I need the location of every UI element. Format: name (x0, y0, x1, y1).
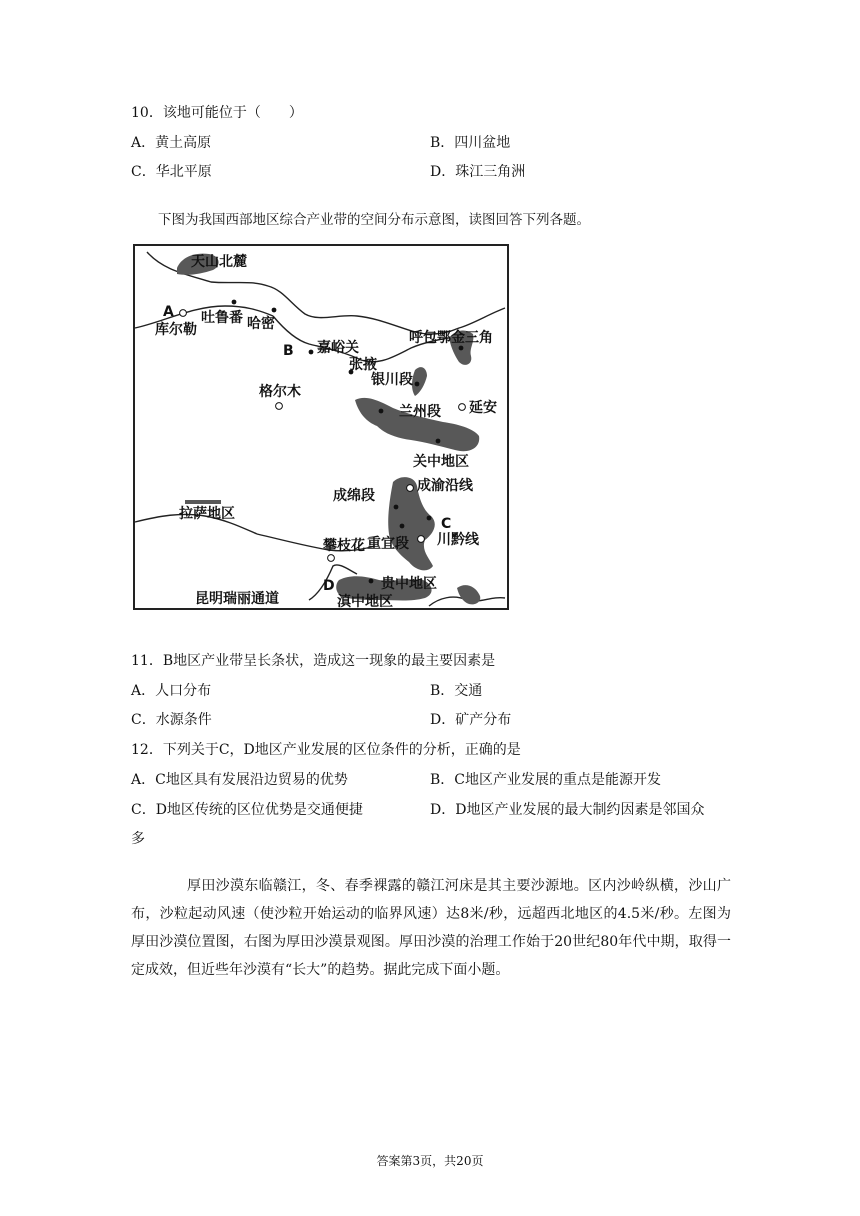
q12-option-a: A．C地区具有发展沿边贸易的优势 (131, 772, 348, 788)
q11-stem: 11．B地区产业带呈长条状，造成这一现象的最主要因素是 (131, 653, 496, 669)
map-label-b: B (283, 343, 294, 359)
q10-option-b: B．四川盆地 (430, 135, 511, 151)
q11-option-b: B．交通 (430, 683, 483, 699)
map-label-guanzhong: 关中地区 (413, 454, 469, 470)
map-label-chuanqian: 川黔线 (437, 532, 479, 548)
map-label-c: C (441, 516, 452, 532)
map-label-jiayuguan: 嘉峪关 (317, 340, 359, 356)
map-label-kuerle: 库尔勒 (155, 322, 197, 338)
industrial-belt-map (133, 244, 509, 610)
map-label-yinchuan: 银川段 (371, 372, 413, 388)
q12-option-b: B．C地区产业发展的重点是能源开发 (430, 772, 661, 788)
q10-stem: 10．该地可能位于（ ） (131, 105, 303, 121)
map-label-chongyi: 重宜段 (367, 536, 409, 552)
q12-stem: 12．下列关于C，D地区产业发展的区位条件的分析，正确的是 (131, 742, 521, 758)
map-label-a: A (163, 304, 174, 320)
map-intro: 下图为我国西部地区综合产业带的空间分布示意图，读图回答下列各题。 (158, 212, 590, 228)
q11-option-d: D．矿产分布 (430, 712, 512, 728)
map-label-lhasa: 拉萨地区 (179, 506, 235, 522)
map-label-hami: 哈密 (247, 316, 275, 332)
q11-option-c: C．水源条件 (131, 712, 212, 728)
q10-option-a: A．黄土高原 (131, 135, 212, 151)
page-footer: 答案第3页，共20页 (376, 1154, 484, 1168)
map-label-guizhong: 贵中地区 (381, 576, 437, 592)
map-label-yanan: 延安 (469, 400, 497, 416)
map-label-tulufan: 吐鲁番 (201, 310, 243, 326)
q12-option-d: D．D地区产业发展的最大制约因素是邻国众 (430, 802, 705, 818)
passage-houtian-desert: 厚田沙漠东临赣江，冬、春季裸露的赣江河床是其主要沙源地。区内沙岭纵横，沙山广布，沙粒起动风速（使沙粒开始运动的临界风速）达8米/秒，远超西北地区的4.5米/秒。左图为厚田沙漠位置图，右图为厚田沙漠景观图。厚田沙漠的治理工作始于20世纪80年代中期，取得一定成效，但近些年沙漠有“长大”的趋势。据此完成下面小题。 (131, 878, 731, 978)
region-lhasa (185, 500, 221, 504)
map-label-geermu: 格尔木 (259, 384, 301, 400)
map-label-lanzhou: 兰州段 (399, 404, 441, 420)
map-label-hubaoe: 呼包鄂金三角 (409, 330, 493, 346)
map-label-zhangye: 张掖 (349, 357, 377, 373)
map-label-kunming-ruili: 昆明瑞丽通道 (195, 591, 279, 607)
q10-option-d: D．珠江三角洲 (430, 164, 526, 180)
q11-option-a: A．人口分布 (131, 683, 212, 699)
map-label-panzhihua: 攀枝花 (323, 538, 365, 554)
map-label-chengyu: 成渝沿线 (417, 478, 473, 494)
q12-option-d-wrap: 多 (131, 831, 145, 847)
q12-option-c: C．D地区传统的区位优势是交通便捷 (131, 802, 363, 818)
map-label-tianshan: 天山北麓 (191, 254, 247, 270)
q10-option-c: C．华北平原 (131, 164, 212, 180)
map-label-d: D (323, 578, 335, 594)
map-label-chengmian: 成绵段 (333, 488, 375, 504)
map-label-dianzhong: 滇中地区 (337, 594, 393, 610)
